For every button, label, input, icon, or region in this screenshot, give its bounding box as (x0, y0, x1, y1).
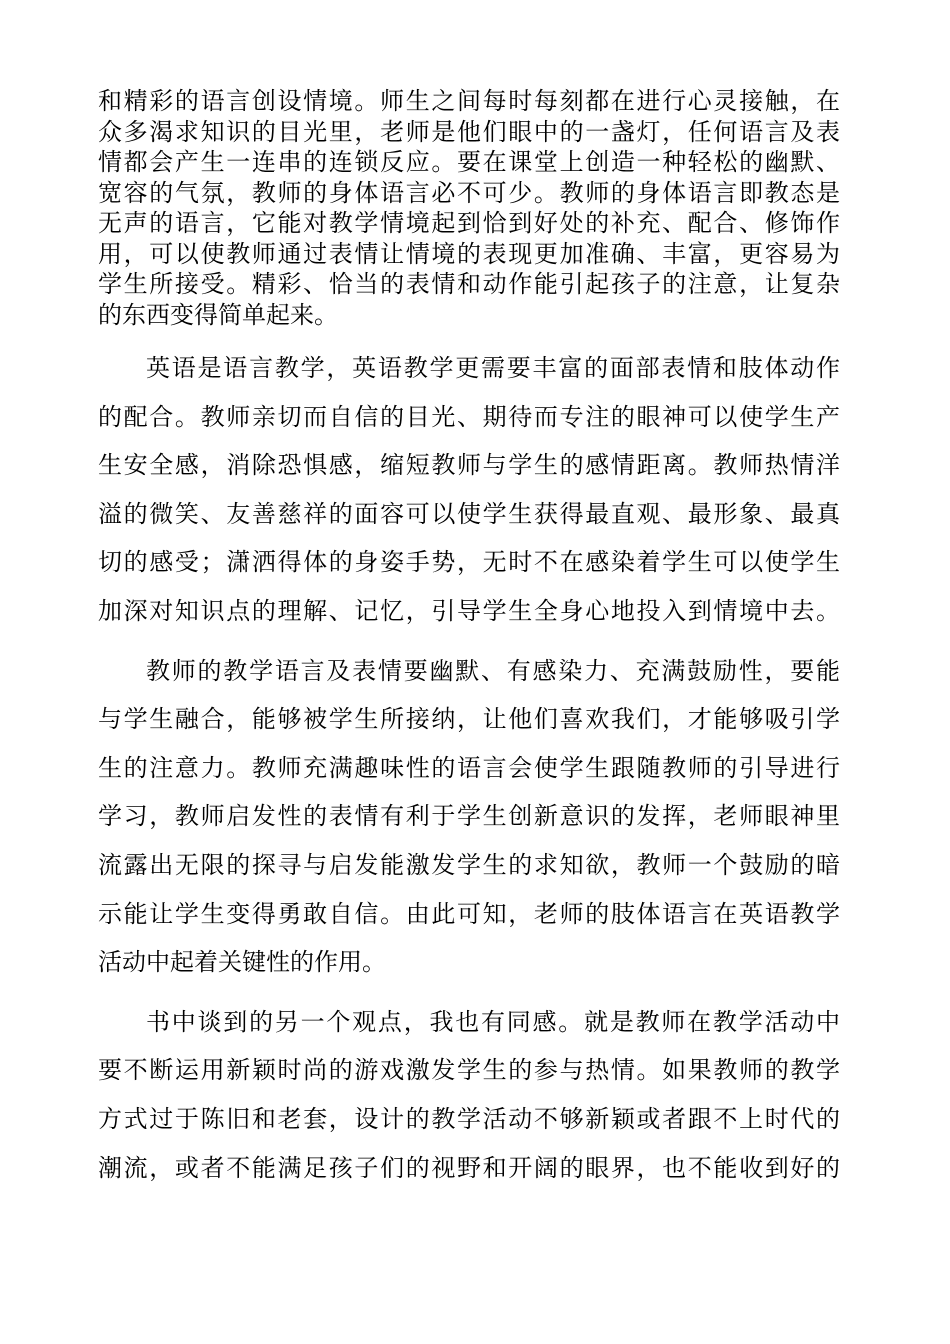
text-line: 用，可以使教师通过表情让情境的表现更加准确、丰富，更容易为 (98, 239, 840, 268)
paragraph-2 (98, 344, 840, 636)
text-line: 流露出无限的探寻与启发能激发学生的求知欲，教师一个鼓励的暗 (98, 850, 840, 879)
text-line: 宽容的气氛，教师的身体语言必不可少。教师的身体语言即教态是 (98, 178, 840, 207)
text-line: 的配合。教师亲切而自信的目光、期待而专注的眼神可以使学生产 (98, 402, 840, 431)
text-line: 要不断运用新颖时尚的游戏激发学生的参与热情。如果教师的教学 (98, 1056, 840, 1085)
text-line: 示能让学生变得勇敢自信。由此可知，老师的肢体语言在英语教学 (98, 899, 840, 928)
text-line: 活动中起着关键性的作用。 (98, 948, 386, 977)
text-line: 生安全感，消除恐惧感，缩短教师与学生的感情距离。教师热情洋 (98, 451, 840, 480)
text-line: 方式过于陈旧和老套，设计的教学活动不够新颖或者跟不上时代的 (98, 1104, 840, 1133)
text-line: 英语是语言教学，英语教学更需要丰富的面部表情和肢体动作 (146, 354, 840, 382)
text-line: 情都会产生一连串的连锁反应。要在课堂上创造一种轻松的幽默、 (98, 148, 840, 176)
paragraph-4 (98, 998, 840, 1192)
text-line: 和精彩的语言创设情境。师生之间每时每刻都在进行心灵接触，在 (98, 87, 840, 115)
text-line: 加深对知识点的理解、记忆，引导学生全身心地投入到情境中去。 (98, 596, 840, 625)
text-line: 书中谈到的另一个观点，我也有同感。就是教师在教学活动中 (146, 1007, 840, 1036)
text-body (98, 86, 840, 1192)
text-line: 无声的语言，它能对教学情境起到恰到好处的补充、配合、修饰作 (98, 209, 840, 237)
paragraph-1 (98, 86, 840, 330)
text-line: 潮流，或者不能满足孩子们的视野和开阔的眼界，也不能收到好的 (98, 1153, 840, 1182)
text-line: 学习，教师启发性的表情有利于学生创新意识的发挥，老师眼神里 (98, 802, 840, 831)
text-line: 与学生融合，能够被学生所接纳，让他们喜欢我们，才能够吸引学 (98, 705, 840, 734)
text-line: 溢的微笑、友善慈祥的面容可以使学生获得最直观、最形象、最真 (98, 499, 840, 528)
text-line: 的东西变得简单起来。 (98, 300, 338, 329)
paragraph-3 (98, 647, 840, 987)
text-line: 教师的教学语言及表情要幽默、有感染力、充满鼓励性，要能 (146, 656, 840, 685)
text-line: 众多渴求知识的目光里，老师是他们眼中的一盏灯，任何语言及表 (98, 117, 840, 146)
text-line: 生的注意力。教师充满趣味性的语言会使学生跟随教师的引导进行 (98, 753, 840, 782)
text-line: 切的感受；潇洒得体的身姿手势，无时不在感染着学生可以使学生 (98, 548, 840, 577)
text-line: 学生所接受。精彩、恰当的表情和动作能引起孩子的注意，让复杂 (98, 270, 840, 298)
